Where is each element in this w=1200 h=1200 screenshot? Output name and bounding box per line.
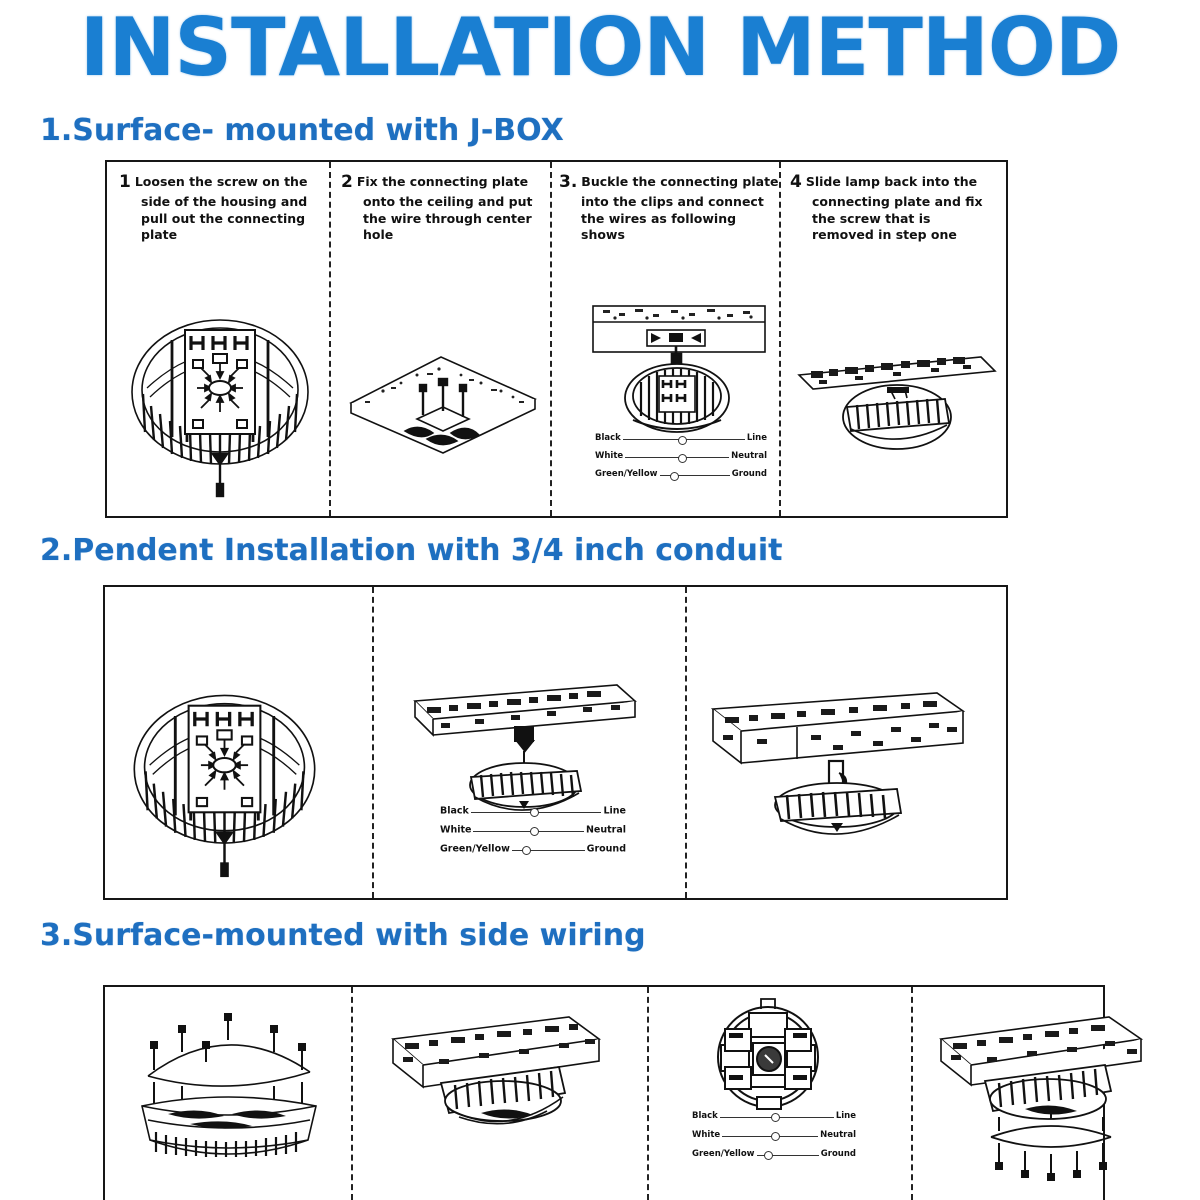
wire-label-right: Line — [746, 433, 767, 443]
divider — [685, 587, 687, 898]
step-4-line1: Slide lamp back into the — [805, 174, 978, 189]
wire-label-right: Neutral — [731, 451, 767, 461]
divider — [647, 987, 649, 1200]
step-1-line1: Loosen the screw on the — [134, 174, 308, 189]
wire-row — [593, 430, 769, 448]
wire-connector-icon — [771, 1132, 780, 1141]
wire-row — [438, 802, 628, 821]
step-4-body: connecting plate and fix the screw that is removed in step one — [812, 194, 983, 242]
section-3-frame — [103, 985, 1105, 1200]
lamp-slide-into-plate-icon — [795, 347, 1000, 467]
divider — [372, 587, 374, 898]
wire-label-left: Black — [440, 804, 469, 816]
ceiling-plate-icon — [343, 347, 543, 467]
section-1-frame — [105, 160, 1008, 518]
wire-row — [690, 1107, 858, 1126]
step-3-line1: Buckle the connecting plate — [581, 174, 779, 189]
step-1-text — [119, 172, 324, 243]
divider — [351, 987, 353, 1200]
wire-label-left: White — [692, 1129, 721, 1140]
lamp-on-slab-icon — [383, 1005, 613, 1155]
step-3-text — [559, 172, 779, 243]
wire-row — [438, 821, 628, 840]
wire-label-right: Line — [835, 1110, 856, 1121]
wire-connector-icon — [670, 472, 679, 481]
wire-label-right: Ground — [820, 1148, 856, 1159]
step-2-line1: Fix the connecting plate — [356, 174, 529, 189]
step-1-body: side of the housing and pull out the connecting plate — [141, 194, 308, 242]
section-3-heading: 3.Surface-mounted with side wiring — [40, 918, 646, 953]
wire-connector-icon — [530, 808, 539, 817]
divider — [779, 162, 781, 516]
step-4-text — [790, 172, 995, 243]
wiring-diagram-section-2 — [438, 802, 628, 859]
wire-label-left: White — [595, 451, 624, 461]
step-3-body: into the clips and connect the wires as following shows — [581, 194, 764, 242]
section-2-frame — [103, 585, 1008, 900]
wire-label-right: Neutral — [585, 823, 626, 835]
wire-connector-icon — [522, 846, 531, 855]
wire-row — [690, 1126, 858, 1145]
wire-label-right: Neutral — [820, 1129, 856, 1140]
wire-connector-icon — [678, 454, 687, 463]
step-4-number: 4 — [790, 172, 802, 192]
wire-connector-icon — [764, 1151, 773, 1160]
pendant-conduit-icon — [701, 687, 981, 857]
wire-row — [438, 840, 628, 859]
step-2-number: 2 — [341, 172, 353, 192]
wire-label-left: White — [440, 823, 472, 835]
section-1-heading: 1.Surface- mounted with J-BOX — [40, 113, 564, 148]
wire-label-right: Line — [603, 804, 626, 816]
wire-label-left: Green/Yellow — [595, 469, 658, 479]
divider — [550, 162, 552, 516]
lamp-separated-cover-icon — [120, 1002, 335, 1162]
wire-label-left: Green/Yellow — [692, 1148, 755, 1159]
lamp-top-view-icon — [127, 677, 322, 882]
wire-connector-icon — [771, 1113, 780, 1122]
junction-box-top-view-icon — [683, 993, 853, 1118]
wire-connector-icon — [678, 436, 687, 445]
divider — [911, 987, 913, 1200]
page-title: INSTALLATION METHOD — [79, 1, 1121, 94]
lamp-cover-under-ceiling-icon — [933, 1009, 1163, 1189]
ceiling-section-lamp-icon — [585, 300, 775, 450]
wiring-diagram-section-3 — [690, 1107, 858, 1164]
divider — [329, 162, 331, 516]
lamp-top-view-icon — [125, 302, 315, 502]
step-3-number: 3. — [559, 172, 578, 192]
step-1-number: 1 — [119, 172, 131, 192]
wire-connector-icon — [530, 827, 539, 836]
section-2-heading: 2.Pendent Installation with 3/4 inch conduit — [40, 533, 783, 568]
wiring-diagram-section-1 — [593, 430, 769, 484]
wire-label-right: Ground — [731, 469, 767, 479]
wire-row — [690, 1145, 858, 1164]
wire-label-left: Black — [692, 1110, 718, 1121]
step-2-text — [341, 172, 541, 243]
wire-label-left: Black — [595, 433, 621, 443]
step-2-body: onto the ceiling and put the wire through center hole — [363, 194, 533, 242]
wire-row — [593, 466, 769, 484]
wire-label-right: Ground — [586, 842, 626, 854]
wire-label-left: Green/Yellow — [440, 842, 510, 854]
wire-row — [593, 448, 769, 466]
